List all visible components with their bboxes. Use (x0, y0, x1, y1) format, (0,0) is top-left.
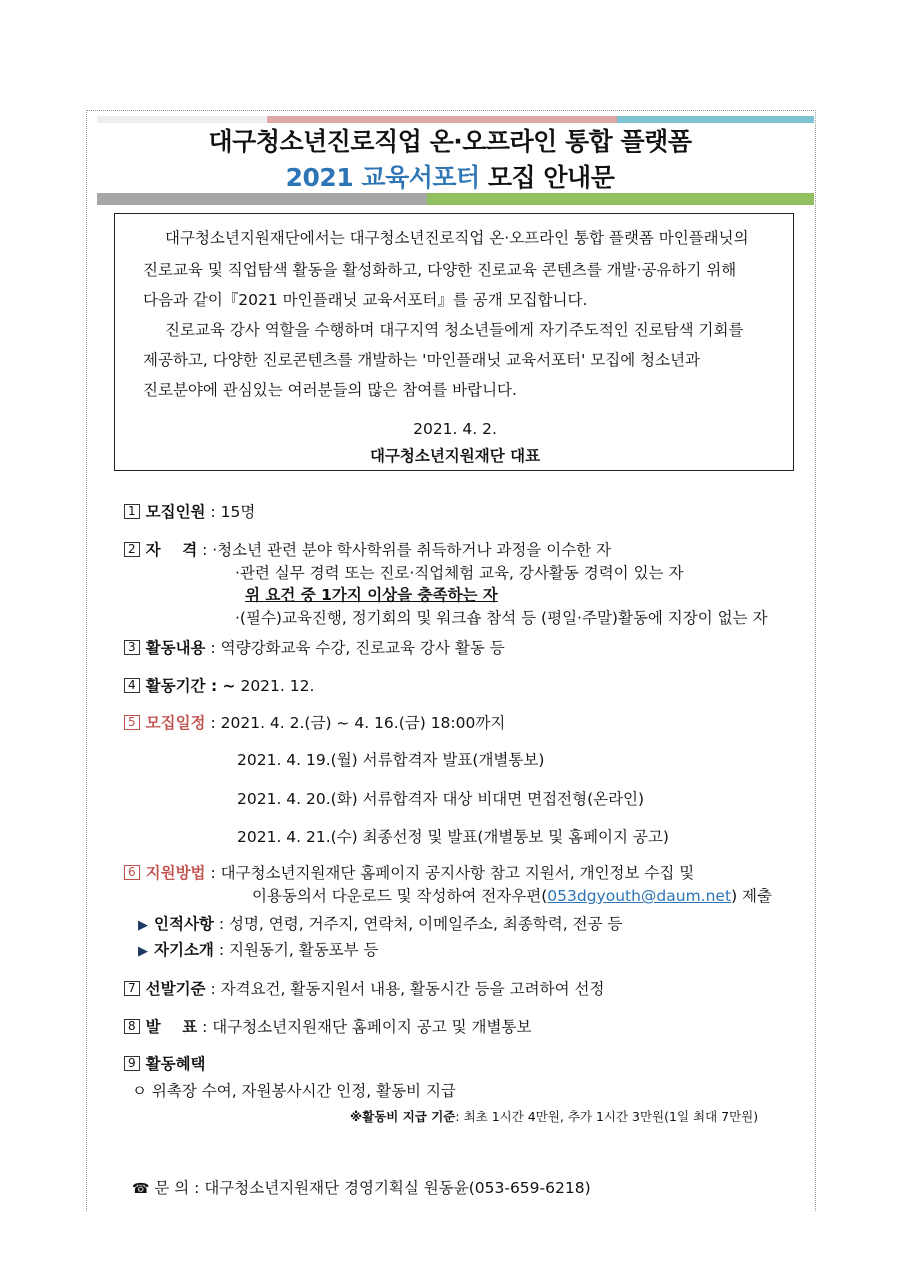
item-text: : 2021. 4. 2.(금) ~ 4. 16.(금) 18:00까지 (205, 714, 506, 732)
title-highlight: 2021 교육서포터 (285, 163, 480, 192)
triangle-right-icon: ▶ (138, 944, 148, 959)
intro-line: 진로교육 강사 역할을 수행하며 대구지역 청소년들에게 자기주도적인 진로탐색 기회를 (165, 321, 744, 339)
sub-self-intro (138, 938, 379, 960)
item-activities (124, 636, 505, 658)
item-application (124, 861, 694, 883)
title-rest: 모집 안내문 (479, 163, 615, 192)
sub-text: : 지원동기, 활동포부 등 (213, 941, 379, 959)
item-text: : 대구청소년지원재단 홈페이지 공지사항 참고 지원서, 개인정보 수집 및 (205, 864, 695, 882)
item-number: 2 (124, 542, 140, 557)
item-qualification (124, 538, 611, 560)
benefits-line: ㅇ 위촉장 수여, 자원봉사시간 인정, 활동비 지급 (132, 1082, 456, 1100)
intro-signature: 대구청소년지원재단 대표 (369, 447, 541, 465)
item-benefits (124, 1052, 206, 1074)
note-label: ※활동비 지급 기준 (350, 1109, 456, 1124)
intro-line: 다음과 같이『2021 마인플래닛 교육서포터』를 공개 모집합니다. (143, 291, 588, 309)
bottom-color-bar (97, 193, 814, 205)
contact-text: 문 의 : 대구청소년지원재단 경영기획실 원동윤(053-659-6218) (149, 1179, 591, 1197)
item-text: : 15명 (205, 503, 256, 521)
note-text: : 최초 1시간 4만원, 추가 1시간 3만원(1일 최대 7만원) (455, 1109, 759, 1124)
item-text: : ·청소년 관련 분야 학사학위를 취득하거나 과정을 이수한 자 (197, 541, 612, 559)
item-text: : 자격요건, 활동지원서 내용, 활동시간 등을 고려하여 선정 (205, 980, 605, 998)
item-number: 8 (124, 1019, 140, 1034)
item-selection (124, 977, 604, 999)
item-announcement (124, 1015, 531, 1037)
item-number: 7 (124, 981, 140, 996)
qualification-line: ·(필수)교육진행, 정기회의 및 워크숍 참석 등 (평일·주말)활동에 지장이 없는 자 (235, 609, 768, 627)
intro-line: 제공하고, 다양한 진로콘텐츠를 개발하는 '마인플래닛 교육서포터' 모집에 청소년과 (143, 351, 701, 369)
intro-date: 2021. 4. 2. (413, 420, 497, 438)
title-line-2 (0, 158, 900, 194)
item-label: 지원방법 (145, 864, 206, 882)
sub-label: 인적사항 (154, 915, 214, 933)
item-label: 활동혜택 (145, 1055, 206, 1073)
item-recruit-count (124, 500, 255, 522)
qualification-condition: 위 요건 중 1가지 이상을 충족하는 자 (245, 586, 498, 604)
item-label: 선발기준 (145, 980, 206, 998)
title-line-1: 대구청소년진로직업 온·오프라인 통합 플랫폼 (208, 127, 692, 156)
item-number: 9 (124, 1056, 140, 1071)
item-label: 모집인원 (145, 503, 206, 521)
intro-line: 진로교육 및 직업탐색 활동을 활성화하고, 다양한 진로교육 콘텐츠를 개발·공유하기 위해 (143, 261, 737, 279)
item-period (124, 674, 314, 696)
intro-line: 대구청소년지원재단에서는 대구청소년진로직업 온·오프라인 통합 플랫폼 마인플래닛의 (165, 229, 749, 247)
application-text: 이용동의서 다운로드 및 작성하여 전자우편( (252, 887, 548, 905)
schedule-line: 2021. 4. 20.(화) 서류합격자 대상 비대면 면접전형(온라인) (237, 790, 645, 808)
item-label: 모집일정 (145, 714, 206, 732)
item-number: 5 (124, 715, 140, 730)
schedule-line: 2021. 4. 19.(월) 서류합격자 발표(개별통보) (237, 751, 545, 769)
email-link[interactable]: 053dgyouth@daum.net (547, 887, 732, 905)
triangle-right-icon: ▶ (138, 918, 148, 933)
item-number: 3 (124, 640, 140, 655)
application-line (252, 884, 772, 906)
sub-personal-info (138, 912, 622, 934)
phone-icon: ☎ (132, 1181, 150, 1197)
intro-box (114, 213, 794, 471)
item-schedule (124, 711, 505, 733)
qualification-line: ·관련 실무 경력 또는 진로·직업체험 교육, 강사활동 경력이 있는 자 (235, 564, 684, 582)
contact-line (132, 1176, 591, 1198)
application-text: ) 제출 (731, 887, 772, 905)
sub-text: : 성명, 연령, 거주지, 연락처, 이메일주소, 최종학력, 전공 등 (213, 915, 623, 933)
intro-line: 진로분야에 관심있는 여러분들의 많은 참여를 바랍니다. (143, 381, 517, 399)
item-text: : ~ (205, 677, 236, 695)
sub-label: 자기소개 (154, 941, 214, 959)
item-number: 4 (124, 678, 140, 693)
allowance-note (350, 1107, 758, 1125)
item-text: : 역량강화교육 수강, 진로교육 강사 활동 등 (205, 639, 505, 657)
item-label: 발 표 (145, 1018, 198, 1036)
item-text: 2021. 12. (235, 677, 315, 695)
item-number: 1 (124, 504, 140, 519)
item-label: 활동내용 (145, 639, 206, 657)
item-label: 자 격 (145, 541, 198, 559)
schedule-line: 2021. 4. 21.(수) 최종선정 및 발표(개별통보 및 홈페이지 공고) (237, 828, 669, 846)
item-number: 6 (124, 865, 140, 880)
item-label: 활동기간 (145, 677, 206, 695)
item-text: : 대구청소년지원재단 홈페이지 공고 및 개별통보 (197, 1018, 532, 1036)
